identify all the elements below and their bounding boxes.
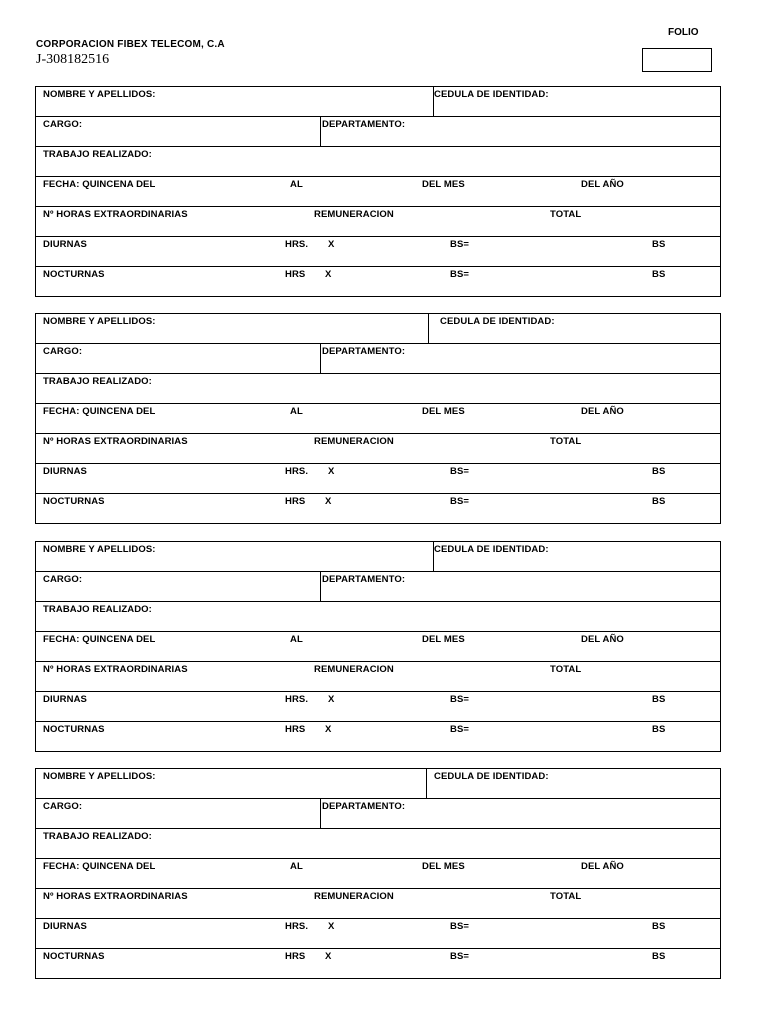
bs-label: BS bbox=[652, 239, 666, 250]
row-cargo bbox=[36, 572, 720, 602]
divider bbox=[320, 344, 321, 373]
bs-label: BS bbox=[652, 466, 666, 477]
bs-label: BS bbox=[652, 694, 666, 705]
diurnas-label: DIURNAS bbox=[43, 694, 87, 705]
al-label: AL bbox=[290, 634, 303, 645]
bs-label: BS bbox=[652, 921, 666, 932]
row-fecha bbox=[36, 404, 720, 434]
row-diurnas bbox=[36, 237, 720, 267]
del-mes-label: DEL MES bbox=[422, 861, 465, 872]
overtime-form-4 bbox=[35, 768, 721, 979]
cargo-label: CARGO: bbox=[43, 801, 83, 812]
nombre-label: NOMBRE Y APELLIDOS: bbox=[43, 89, 156, 100]
hrs-label: HRS. bbox=[285, 466, 309, 477]
row-cargo bbox=[36, 344, 720, 374]
cargo-label: CARGO: bbox=[43, 119, 83, 130]
divider bbox=[320, 117, 321, 146]
row-diurnas bbox=[36, 692, 720, 722]
trabajo-label: TRABAJO REALIZADO: bbox=[43, 831, 152, 842]
total-label: TOTAL bbox=[550, 891, 582, 902]
nocturnas-label: NOCTURNAS bbox=[43, 951, 105, 962]
row-fecha bbox=[36, 632, 720, 662]
nocturnas-label: NOCTURNAS bbox=[43, 724, 105, 735]
fecha-label: FECHA: QUINCENA DEL bbox=[43, 861, 156, 872]
row-cargo bbox=[36, 799, 720, 829]
nombre-label: NOMBRE Y APELLIDOS: bbox=[43, 771, 156, 782]
row-nombre bbox=[36, 314, 720, 344]
row-horas bbox=[36, 662, 720, 692]
diurnas-label: DIURNAS bbox=[43, 466, 87, 477]
divider bbox=[426, 769, 427, 798]
hrs-label: HRS bbox=[285, 269, 306, 280]
row-trabajo bbox=[36, 374, 720, 404]
bs-eq-label: BS= bbox=[450, 496, 470, 507]
nocturnas-label: NOCTURNAS bbox=[43, 269, 105, 280]
departamento-label: DEPARTAMENTO: bbox=[322, 801, 406, 812]
hrs-label: HRS. bbox=[285, 921, 309, 932]
cedula-label: CEDULA DE IDENTIDAD: bbox=[434, 771, 549, 782]
overtime-form-2 bbox=[35, 313, 721, 524]
hrs-label: HRS bbox=[285, 724, 306, 735]
remuneracion-label: REMUNERACION bbox=[314, 209, 394, 220]
trabajo-label: TRABAJO REALIZADO: bbox=[43, 604, 152, 615]
bs-label: BS bbox=[652, 269, 666, 280]
bs-label: BS bbox=[652, 951, 666, 962]
del-anio-label: DEL AÑO bbox=[581, 861, 624, 872]
total-label: TOTAL bbox=[550, 664, 582, 675]
bs-eq-label: BS= bbox=[450, 694, 470, 705]
bs-eq-label: BS= bbox=[450, 951, 470, 962]
cargo-label: CARGO: bbox=[43, 346, 83, 357]
departamento-label: DEPARTAMENTO: bbox=[322, 119, 406, 130]
row-trabajo bbox=[36, 829, 720, 859]
cedula-label: CEDULA DE IDENTIDAD: bbox=[434, 89, 549, 100]
x-label: X bbox=[328, 239, 335, 250]
remuneracion-label: REMUNERACION bbox=[314, 664, 394, 675]
folio-box[interactable] bbox=[642, 48, 712, 72]
total-label: TOTAL bbox=[550, 209, 582, 220]
x-label: X bbox=[325, 496, 332, 507]
divider bbox=[320, 572, 321, 601]
row-nombre bbox=[36, 769, 720, 799]
row-trabajo bbox=[36, 602, 720, 632]
hrs-label: HRS. bbox=[285, 239, 309, 250]
overtime-form-3 bbox=[35, 541, 721, 752]
horas-label: Nº HORAS EXTRAORDINARIAS bbox=[43, 436, 188, 447]
fecha-label: FECHA: QUINCENA DEL bbox=[43, 406, 156, 417]
hrs-label: HRS. bbox=[285, 694, 309, 705]
del-mes-label: DEL MES bbox=[422, 406, 465, 417]
bs-label: BS bbox=[652, 496, 666, 507]
company-name: CORPORACION FIBEX TELECOM, C.A bbox=[36, 39, 225, 50]
row-nombre bbox=[36, 542, 720, 572]
row-horas bbox=[36, 207, 720, 237]
al-label: AL bbox=[290, 179, 303, 190]
del-mes-label: DEL MES bbox=[422, 179, 465, 190]
nocturnas-label: NOCTURNAS bbox=[43, 496, 105, 507]
x-label: X bbox=[325, 269, 332, 280]
row-nombre bbox=[36, 87, 720, 117]
fecha-label: FECHA: QUINCENA DEL bbox=[43, 179, 156, 190]
del-mes-label: DEL MES bbox=[422, 634, 465, 645]
row-nocturnas bbox=[36, 267, 720, 296]
bs-eq-label: BS= bbox=[450, 466, 470, 477]
bs-eq-label: BS= bbox=[450, 724, 470, 735]
nombre-label: NOMBRE Y APELLIDOS: bbox=[43, 316, 156, 327]
del-anio-label: DEL AÑO bbox=[581, 406, 624, 417]
remuneracion-label: REMUNERACION bbox=[314, 891, 394, 902]
horas-label: Nº HORAS EXTRAORDINARIAS bbox=[43, 664, 188, 675]
bs-eq-label: BS= bbox=[450, 269, 470, 280]
row-nocturnas bbox=[36, 722, 720, 751]
cedula-label: CEDULA DE IDENTIDAD: bbox=[440, 316, 555, 327]
x-label: X bbox=[325, 724, 332, 735]
bs-label: BS bbox=[652, 724, 666, 735]
trabajo-label: TRABAJO REALIZADO: bbox=[43, 149, 152, 160]
al-label: AL bbox=[290, 861, 303, 872]
departamento-label: DEPARTAMENTO: bbox=[322, 346, 406, 357]
row-diurnas bbox=[36, 919, 720, 949]
cargo-label: CARGO: bbox=[43, 574, 83, 585]
nombre-label: NOMBRE Y APELLIDOS: bbox=[43, 544, 156, 555]
diurnas-label: DIURNAS bbox=[43, 239, 87, 250]
hrs-label: HRS bbox=[285, 496, 306, 507]
row-cargo bbox=[36, 117, 720, 147]
row-horas bbox=[36, 434, 720, 464]
trabajo-label: TRABAJO REALIZADO: bbox=[43, 376, 152, 387]
overtime-form-1 bbox=[35, 86, 721, 297]
total-label: TOTAL bbox=[550, 436, 582, 447]
folio-label: FOLIO bbox=[668, 27, 699, 38]
fecha-label: FECHA: QUINCENA DEL bbox=[43, 634, 156, 645]
diurnas-label: DIURNAS bbox=[43, 921, 87, 932]
del-anio-label: DEL AÑO bbox=[581, 179, 624, 190]
row-diurnas bbox=[36, 464, 720, 494]
horas-label: Nº HORAS EXTRAORDINARIAS bbox=[43, 891, 188, 902]
row-trabajo bbox=[36, 147, 720, 177]
row-nocturnas bbox=[36, 494, 720, 523]
horas-label: Nº HORAS EXTRAORDINARIAS bbox=[43, 209, 188, 220]
x-label: X bbox=[328, 921, 335, 932]
remuneracion-label: REMUNERACION bbox=[314, 436, 394, 447]
divider bbox=[320, 799, 321, 828]
x-label: X bbox=[328, 694, 335, 705]
bs-eq-label: BS= bbox=[450, 239, 470, 250]
row-nocturnas bbox=[36, 949, 720, 978]
divider bbox=[428, 314, 429, 343]
row-fecha bbox=[36, 859, 720, 889]
departamento-label: DEPARTAMENTO: bbox=[322, 574, 406, 585]
bs-eq-label: BS= bbox=[450, 921, 470, 932]
x-label: X bbox=[325, 951, 332, 962]
company-rif: J-308182516 bbox=[36, 52, 110, 67]
cedula-label: CEDULA DE IDENTIDAD: bbox=[434, 544, 549, 555]
hrs-label: HRS bbox=[285, 951, 306, 962]
al-label: AL bbox=[290, 406, 303, 417]
del-anio-label: DEL AÑO bbox=[581, 634, 624, 645]
row-horas bbox=[36, 889, 720, 919]
x-label: X bbox=[328, 466, 335, 477]
row-fecha bbox=[36, 177, 720, 207]
